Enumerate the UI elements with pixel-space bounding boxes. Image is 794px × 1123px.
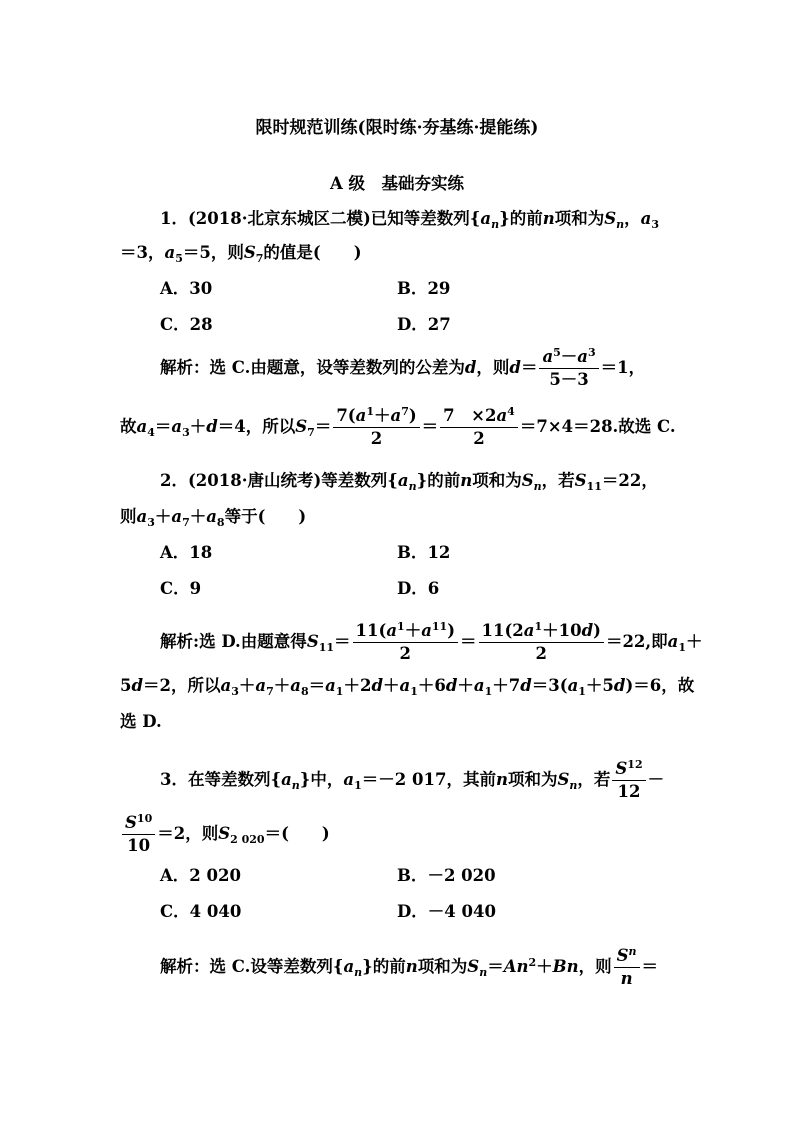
fraction: $\frac{S^n}{n}$	[614, 945, 640, 990]
fraction: $\frac{7(a^1+a^7)}{2}$	[333, 405, 419, 450]
q2-solution-line3: 选 D.	[120, 712, 162, 731]
q2-stem-line2: 则$a_3+a_7+a_8$等于( )	[120, 507, 307, 529]
q2-option-c: C．9	[160, 579, 202, 598]
q1-stem-line1: 1．(2018·北京东城区二模)已知等差数列$\{a_n\}$的前n项和为$S_n$，$a_3$	[160, 209, 659, 231]
q2-option-a: A．18	[160, 543, 213, 562]
q1-option-b: B．29	[397, 279, 451, 298]
q3-solution-line1: 解析：选 C.设等差数列$\{a_n\}$的前n项和为$S_n=An^2+Bn$，则 $\frac{S^n}{n}$ ＝	[160, 945, 659, 988]
q2-stem-line1: 2．(2018·唐山统考)等差数列$\{a_n\}$的前n项和为$S_n$，若$S_{11}=22$，	[160, 471, 658, 493]
fraction: $\frac{11(2a^1+10d)}{2}$	[479, 620, 604, 665]
q2-solution-line1: 解析:选 D.由题意得$S_{11}=$ $\frac{11(a^1+a^{11})}{2}$ ＝ $\frac{11(2a^1+10d)}{2}$ ＝22,即$a_1+$	[160, 620, 703, 663]
q2-solution-line2: 5d＝2，所以$a_3+a_7+a_8=a_1+2d+a_1+6d+a_1+7d=3(a_1+5d)=6$，故	[120, 676, 695, 698]
fraction: $\frac{S^{10}}{10}$	[122, 812, 155, 857]
q1-option-a: A．30	[160, 279, 213, 298]
fraction: $\frac{a^5-a^3}{5-3}$	[539, 346, 598, 391]
section-heading: A 级 基础夯实练	[329, 174, 465, 193]
q1-solution-line1: 解析：选 C.由题意，设等差数列的公差为d，则d＝ $\frac{a^5-a^3}{5-3}$ ＝1，	[160, 346, 646, 389]
q3-option-b: B．－2 020	[397, 866, 496, 885]
q2-option-d: D．6	[397, 579, 440, 598]
q1-option-d: D．27	[397, 315, 451, 334]
q1-solution-line2: 故$a_4=a_3+d=4$，所以$S_7=$ $\frac{7(a^1+a^7)}{2}$ ＝ $\frac{7 \times 2a^4}{2}$ ＝7×4＝28.故选 C.	[120, 405, 676, 448]
fraction: $\frac{11(a^1+a^{11})}{2}$	[353, 620, 458, 665]
fraction: $\frac{S^{12}}{12}$	[612, 758, 645, 803]
q1-option-c: C．28	[160, 315, 213, 334]
q2-option-b: B．12	[397, 543, 451, 562]
fraction: $\frac{7 \times 2a^4}{2}$	[440, 405, 518, 450]
q3-stem-line2: $\frac{S^{10}}{10}$ ＝2，则$S_{2 020}=$( )	[120, 812, 330, 857]
q3-option-c: C．4 040	[160, 902, 242, 921]
q3-option-a: A．2 020	[160, 866, 241, 885]
page-title: 限时规范训练(限时练·夯基练·提能练)	[255, 118, 539, 138]
q1-stem-line2: ＝3，$a_5=5$，则$S_7$的值是( )	[120, 243, 362, 265]
q3-option-d: D．－4 040	[397, 902, 496, 921]
q3-stem-line1: 3．在等差数列$\{a_n\}$中，$a_1=-2$ 017，其前n项和为$S_n$，若 $\frac{S^{12}}{12}$ －	[160, 758, 665, 801]
